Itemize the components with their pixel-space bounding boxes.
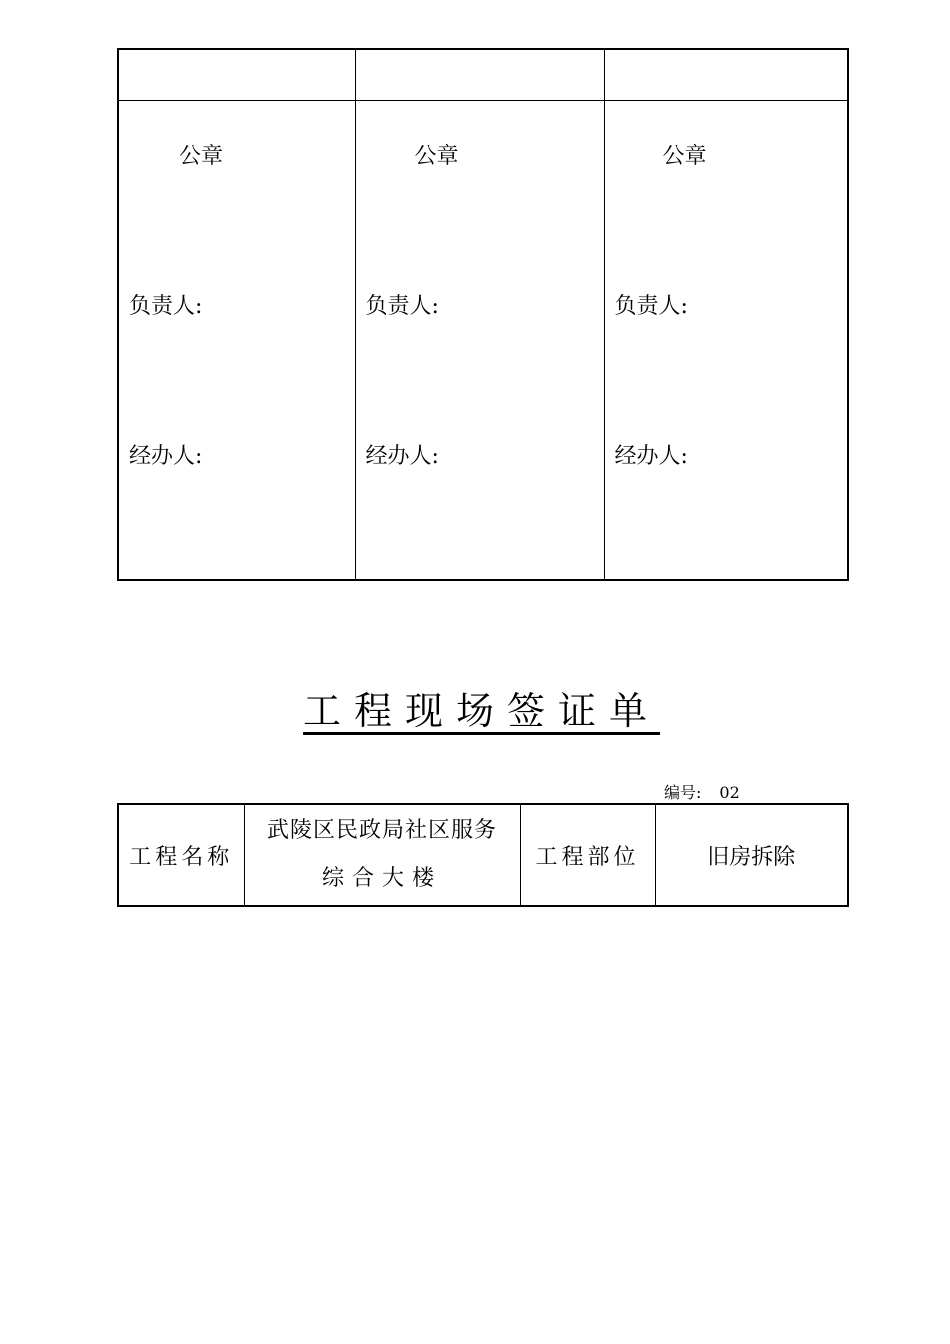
- signature-column-2: [355, 101, 604, 581]
- project-name-label: 工程名称: [118, 804, 244, 906]
- signature-table: [117, 48, 849, 581]
- signature-header-cell-3: [604, 49, 848, 101]
- project-part-value: 旧房拆除: [655, 804, 848, 906]
- project-name-line-1: 武陵区民政局社区服务: [266, 818, 497, 843]
- responsible-person-label: 负责人:: [129, 294, 203, 319]
- project-name-line-2: 综合大楼: [321, 866, 442, 891]
- document-number-value: 02: [719, 783, 740, 802]
- responsible-person-label: 负责人:: [365, 294, 439, 319]
- document-title: [0, 680, 950, 735]
- project-info-row: [118, 804, 848, 906]
- handler-label: 经办人:: [614, 444, 688, 469]
- signature-header-row: [118, 49, 848, 101]
- project-part-label: 工程部位: [520, 804, 655, 906]
- signature-header-cell-2: [355, 49, 604, 101]
- project-name-value: [244, 804, 520, 906]
- signature-column-1: [118, 101, 355, 581]
- handler-label: 经办人:: [129, 444, 203, 469]
- document-number: [664, 780, 740, 803]
- signature-body-row: [118, 101, 848, 581]
- signature-column-3: [604, 101, 848, 581]
- document-number-label: 编号:: [664, 783, 702, 802]
- seal-label: 公章: [414, 144, 459, 169]
- project-info-table: [117, 803, 849, 907]
- seal-label: 公章: [179, 144, 224, 169]
- signature-header-cell-1: [118, 49, 355, 101]
- document-title-text: 工程现场签证单: [302, 689, 660, 733]
- handler-label: 经办人:: [365, 444, 439, 469]
- responsible-person-label: 负责人:: [614, 294, 688, 319]
- seal-label: 公章: [662, 144, 707, 169]
